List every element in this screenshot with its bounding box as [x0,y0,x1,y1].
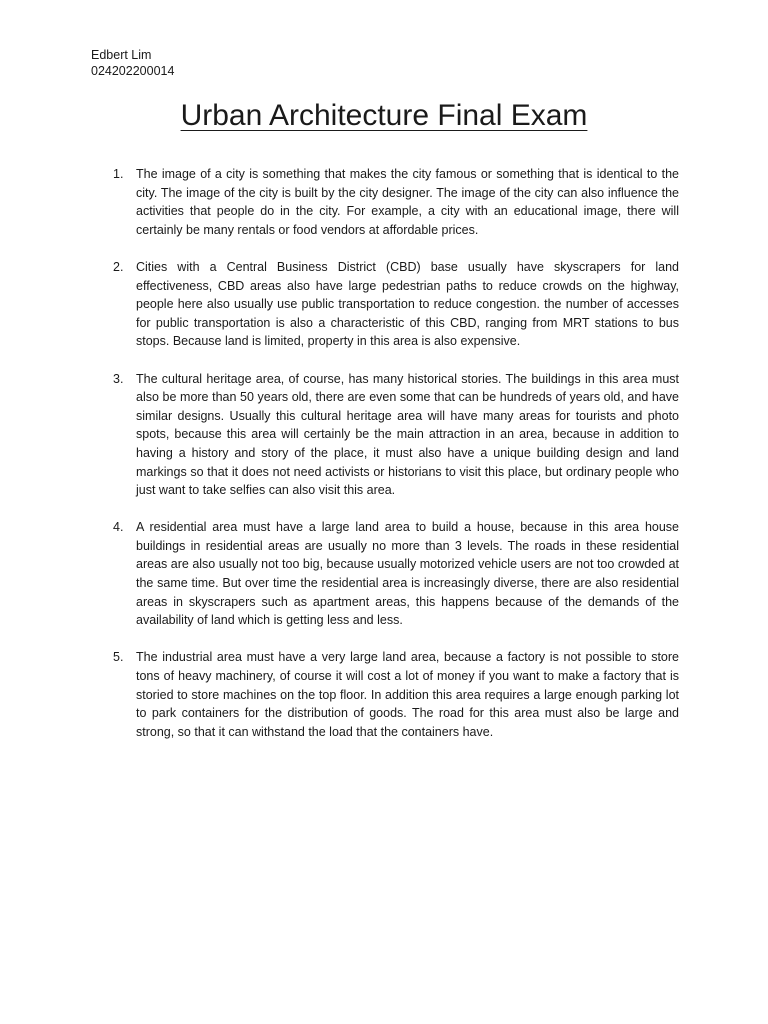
answer-list [109,165,679,760]
answer-text: Cities with a Central Business District (CBD) base usually have skyscrapers for land effectiveness, CBD areas also have large pedestrian paths to reduce crowds on the highway, people here also usually use public transportation to reduce congestion. the number of accesses for public transportation is also a characteristic of this CBD, ranging from MRT stations to bus stops. Because land is limited, property in this area is also expensive. [136,259,679,349]
answer-number: 3. [113,371,124,386]
answer-text: The image of a city is something that makes the city famous or something that is identical to the city. The image of the city is built by the city designer. The image of the city can also influence the activities that people do in the city. For example, a city with an educational image, there will certainly be many rentals or food vendors at affordable prices. [136,167,679,237]
answer-number: 2. [113,259,124,274]
answer-item [109,370,679,500]
answer-item [109,648,679,741]
answer-number: 5. [113,650,124,665]
author-name: Edbert Lim [91,48,152,62]
answer-number: 1. [113,167,124,181]
page-title-text: Urban Architecture Final Exam [180,99,588,132]
answer-number: 4. [113,520,124,535]
answer-text: A residential area must have a large land area to build a house, because in this area house buildings in residential areas are usually no more than 3 levels. The roads in these residential areas are also usually not too big, because usually motorized vehicle users are not too crowded at the same time. But over time the residential area is increasingly diverse, there are also residential areas in skyscrapers such as apartment areas, this happens because of the demands of the availability of land which is getting less and less. [136,520,679,628]
page-title [0,96,768,136]
answer-text: The industrial area must have a very large land area, because a factory is not possible to store tons of heavy machinery, of course it will cost a lot of money if you want to make a factory that is storied to store machines on the top floor. In addition this area requires a large enough parking lot to park containers for the distribution of goods. The road for this area must also be large and strong, so that it can withstand the load that the containers have. [136,650,679,739]
answer-text: The cultural heritage area, of course, has many historical stories. The buildings in this area must also be more than 50 years old, there are even some that can be hundreds of years old, and have similar designs. Usually this cultural heritage area will have many areas for tourists and photo spots, because this area will certainly be the main attraction in an area, because in addition to having a history and story of the place, it must also have a unique building design and land markings so that it does not need activists or historians to visit this place, but ordinary people who just want to take selfies can also visit this area. [136,371,679,498]
student-id: 024202200014 [91,64,175,78]
answer-item [109,518,679,630]
author-block [91,47,174,79]
answer-item [109,165,679,239]
answer-item [109,258,679,351]
